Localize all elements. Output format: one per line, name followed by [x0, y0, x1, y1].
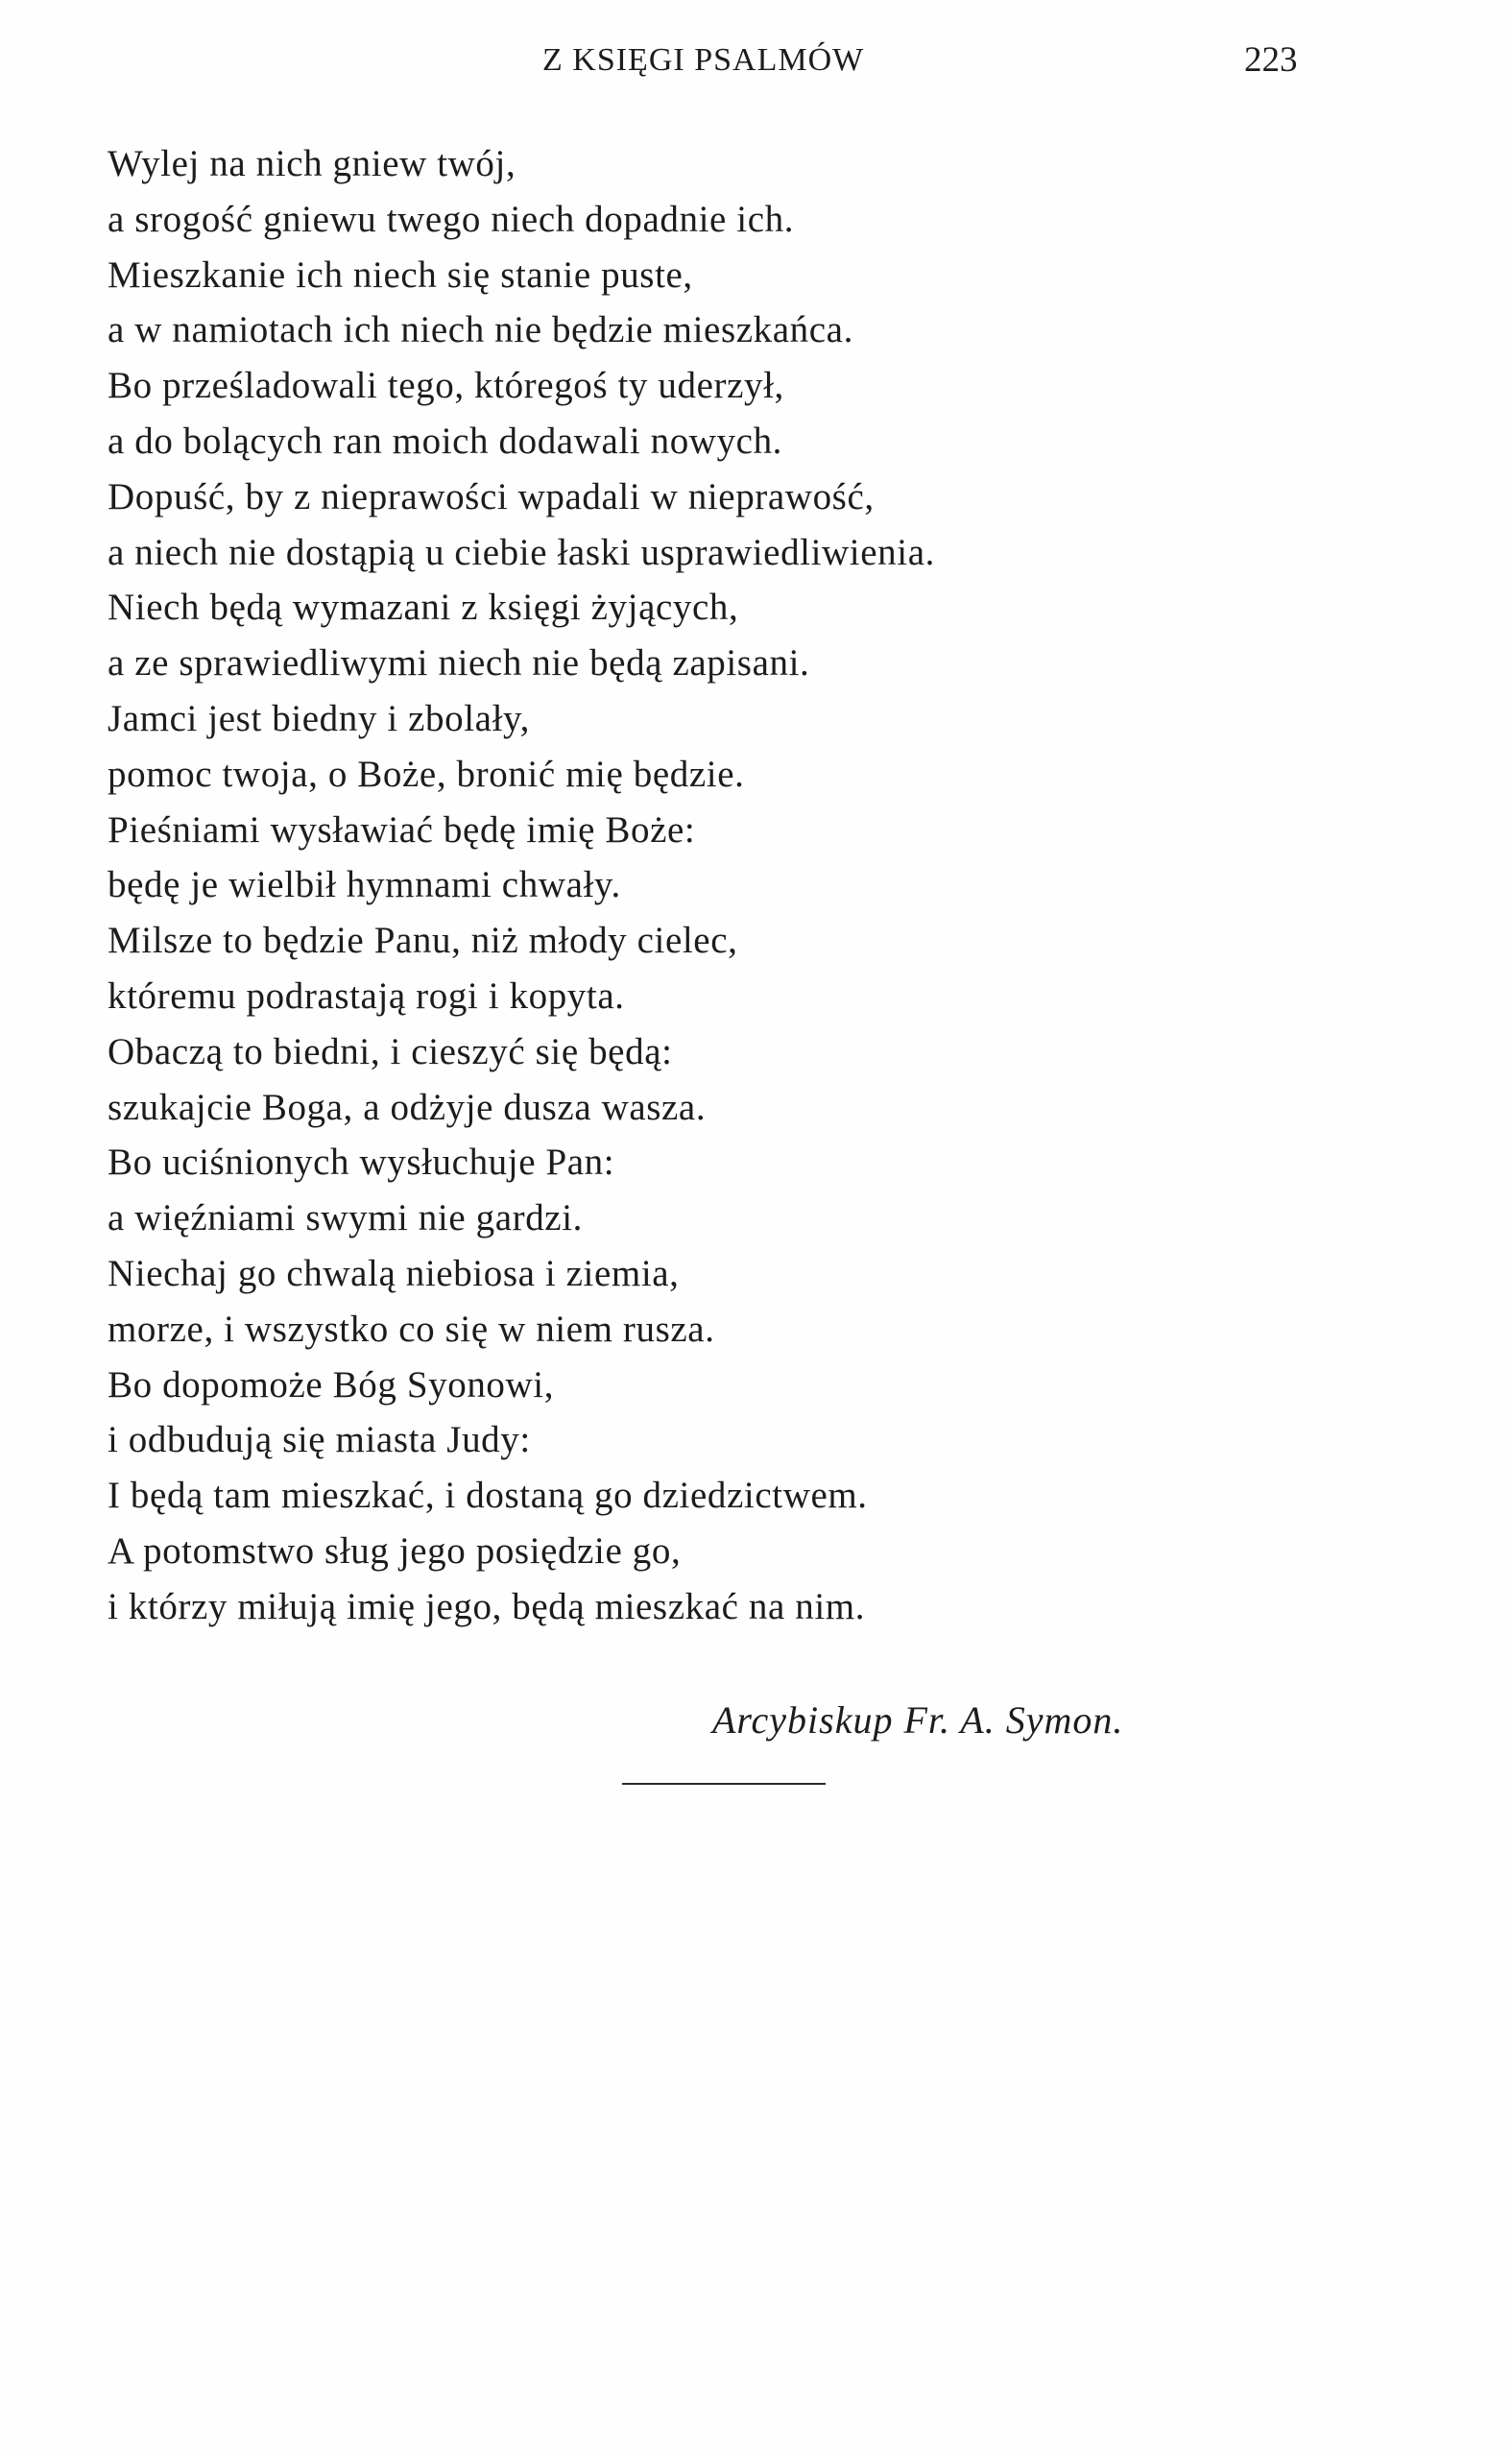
verse-line: A potomstwo sług jego posiędzie go, — [108, 1529, 682, 1572]
verse-line: Bo uciśnionych wysłuchuje Pan: — [108, 1142, 615, 1184]
verse-line: a w namiotach ich niech nie będzie mieszkańca. — [108, 309, 853, 351]
verse-line: a do bolących ran moich dodawali nowych. — [108, 420, 783, 462]
verse-line: Jamci jest biedny i zbolały, — [108, 697, 530, 739]
verse-line: będę je wielbił hymnami chwały. — [108, 864, 621, 906]
verse-line: Niech będą wymazani z księgi żyjących, — [108, 587, 739, 629]
verse-line: Dopuść, by z nieprawości wpadali w nieprawość, — [108, 475, 875, 517]
verse-line: Bo dopomoże Bóg Syonowi, — [108, 1363, 555, 1406]
verse-line: morze, i wszystko co się w niem rusza. — [108, 1308, 715, 1350]
verse-line: Niechaj go chwalą niebiosa i ziemia, — [108, 1252, 680, 1294]
verse-line: i odbudują się miasta Judy: — [108, 1419, 531, 1461]
verse-line: pomoc twoja, o Boże, bronić mię będzie. — [108, 753, 745, 795]
psalm-text — [108, 136, 1356, 1635]
verse-line: a więźniami swymi nie gardzi. — [108, 1197, 583, 1239]
running-title: Z KSIĘGI PSALMÓW — [542, 42, 865, 78]
verse-line: I będą tam mieszkać, i dostaną go dziedzictwem. — [108, 1475, 868, 1517]
verse-line: Bo prześladowali tego, któregoś ty uderzył, — [108, 365, 784, 407]
verse-line: a srogość gniewu twego niech dopadnie ich. — [108, 198, 795, 240]
verse-line: Wylej na nich gniew twój, — [108, 143, 516, 184]
verse-line: szukajcie Boga, a odżyje dusza wasza. — [108, 1086, 707, 1128]
verse-line: i którzy miłują imię jego, będą mieszkać na nim. — [108, 1585, 866, 1627]
verse-line: a niech nie dostąpią u ciebie łaski usprawiedliwienia. — [108, 531, 935, 573]
verse-line: a ze sprawiedliwymi niech nie będą zapisani. — [108, 642, 810, 685]
author-signature: Arcybiskup Fr. A. Symon. — [712, 1698, 1124, 1742]
page-number: 223 — [1244, 40, 1298, 80]
verse-line: Obaczą to biedni, i cieszyć się będą: — [108, 1030, 673, 1072]
end-divider — [622, 1783, 826, 1785]
verse-line: Mieszkanie ich niech się stanie puste, — [108, 253, 693, 296]
verse-line: Pieśniami wysławiać będę imię Boże: — [108, 808, 696, 851]
running-header — [0, 36, 1512, 84]
verse-line: któremu podrastają rogi i kopyta. — [108, 974, 625, 1017]
verse-line: Milsze to będzie Panu, niż młody cielec, — [108, 920, 738, 962]
